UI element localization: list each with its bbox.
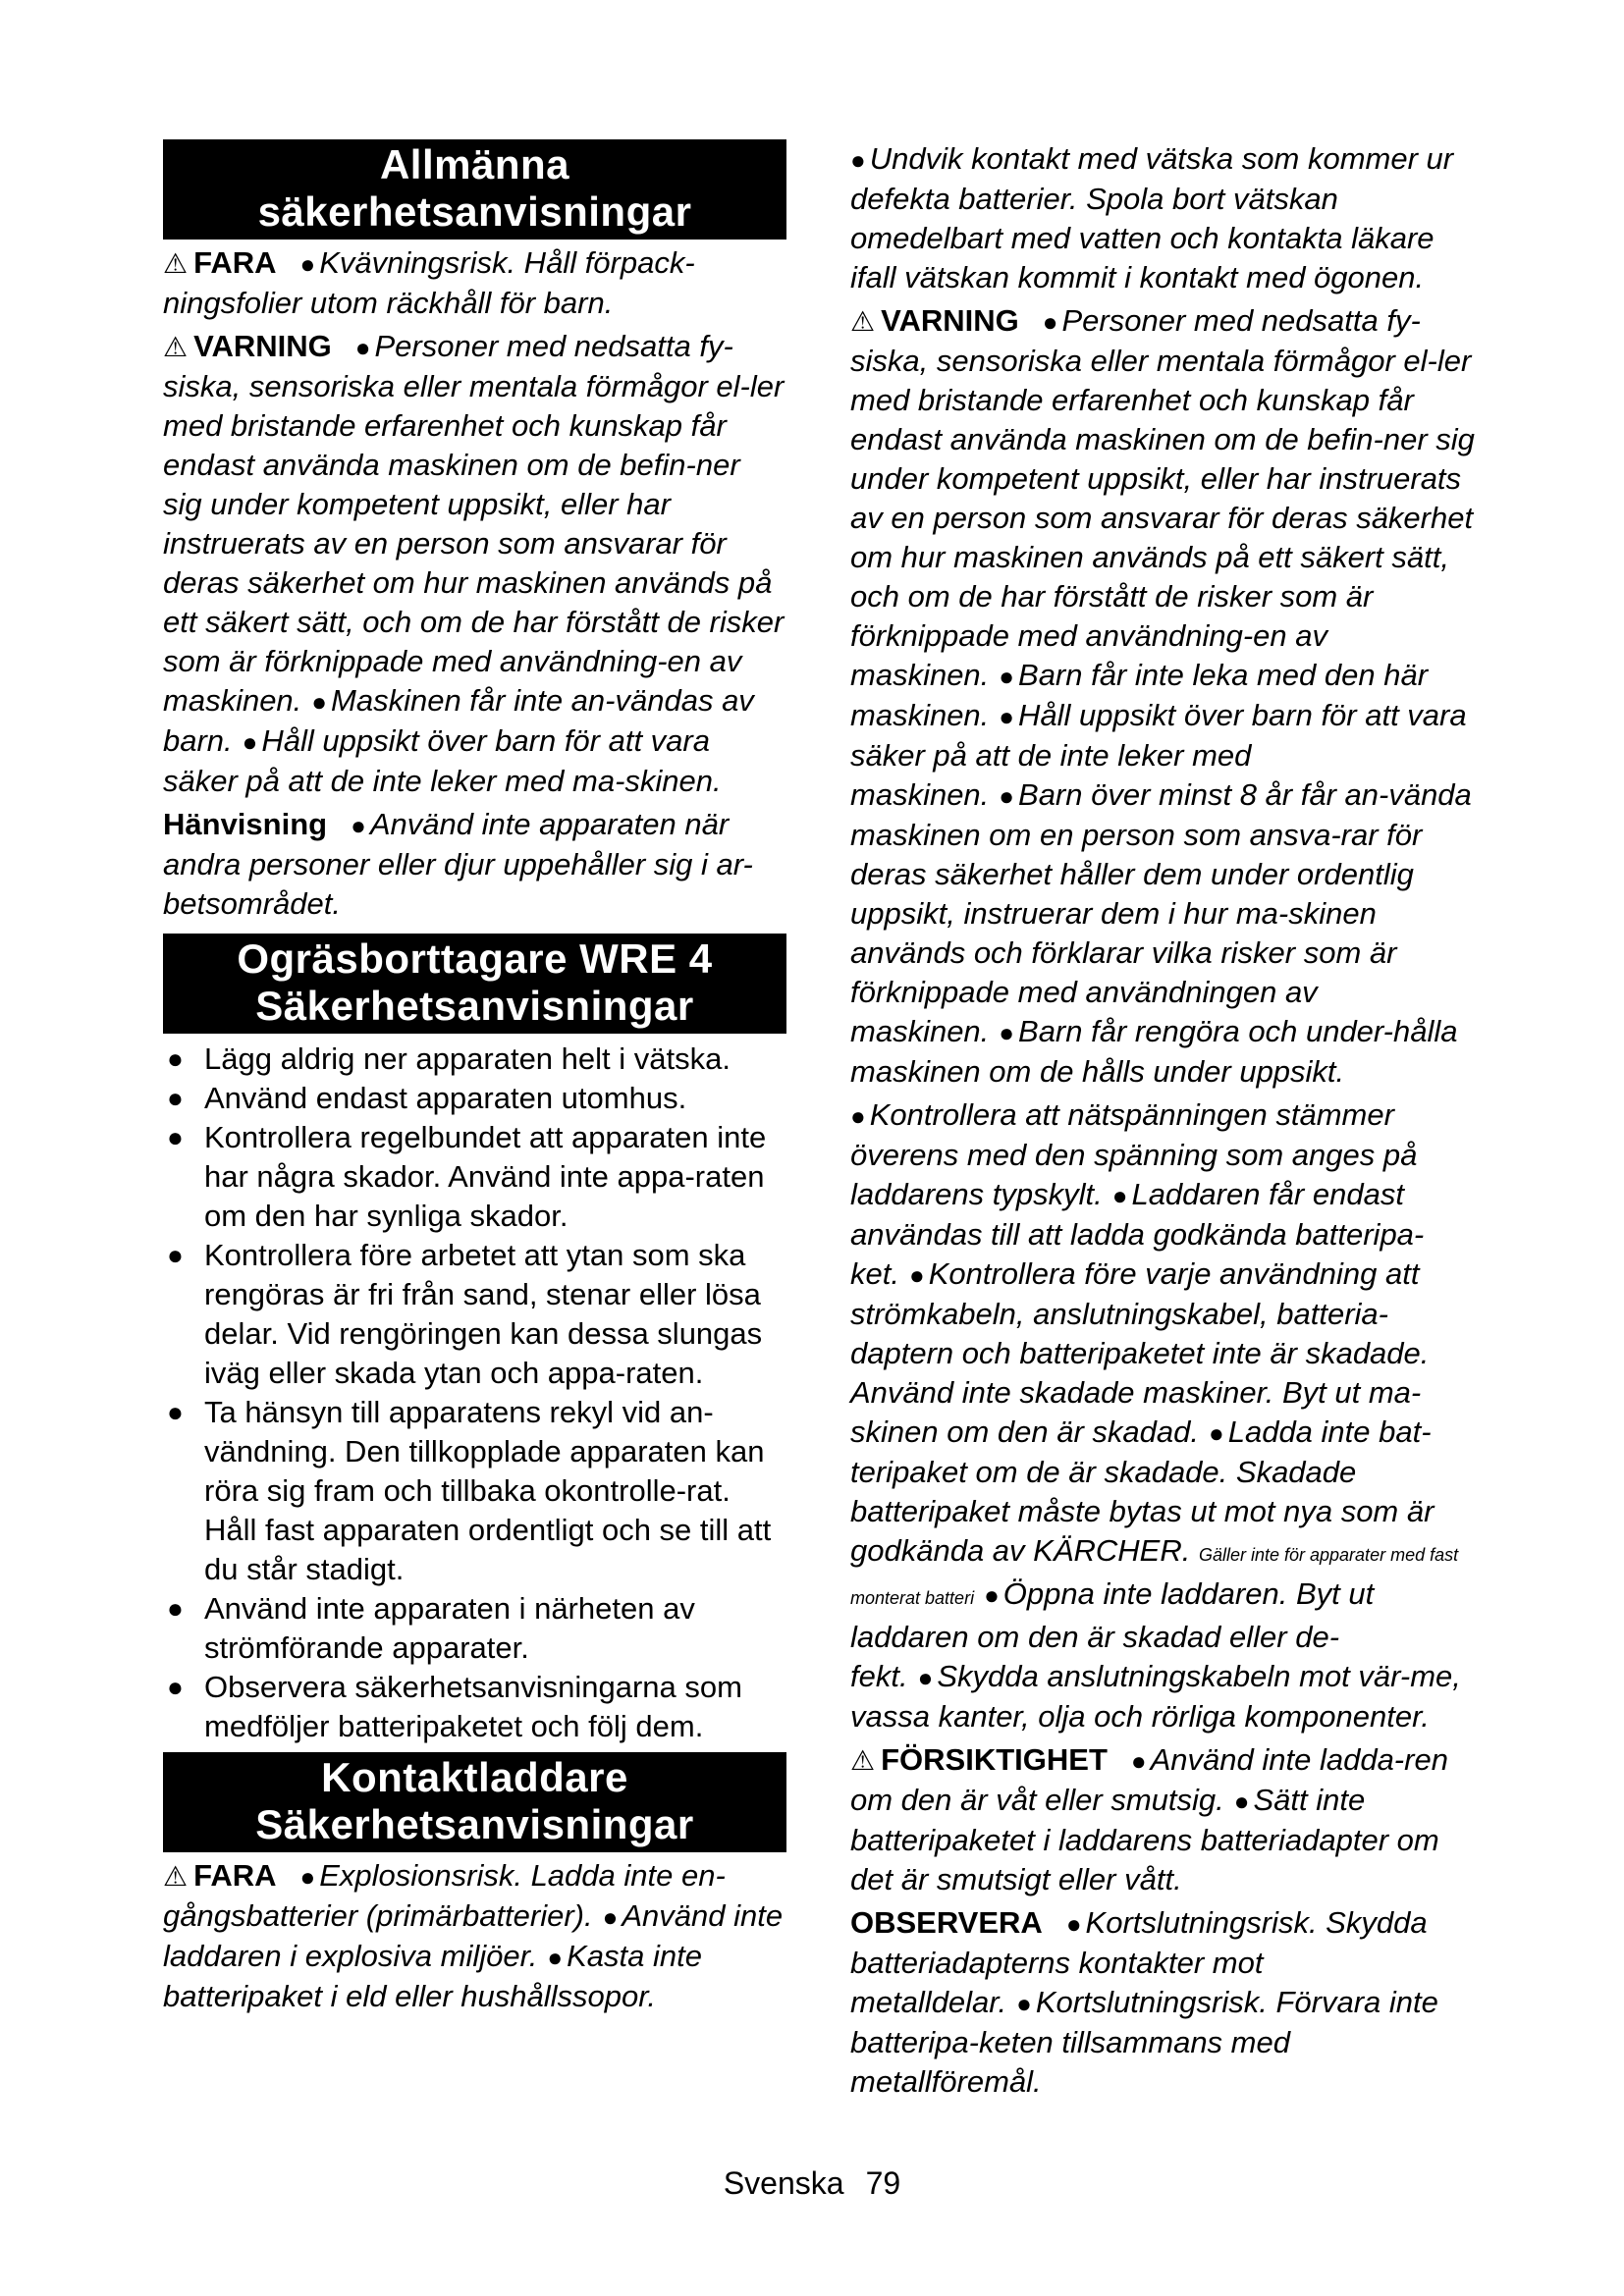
paragraph-text: Öppna inte laddaren. Byt ut laddaren om den är skadad eller de-fekt.: [850, 1576, 1375, 1693]
bullet-icon: ●: [167, 1043, 184, 1074]
varning-paragraph: [163, 327, 786, 801]
list-item-text: Kontrollera regelbundet att apparaten inte har några skador. Använd inte appa-raten om den har synliga skador.: [204, 1120, 767, 1233]
bullet-icon: ●: [984, 1580, 1000, 1610]
varning-label: VARNING: [881, 303, 1019, 338]
varning-text: Barn får inte leka med den här maskinen.: [850, 658, 1429, 732]
fara-text: Använd inte laddaren i explosiva miljöer.: [163, 1898, 784, 1973]
footer-language: Svenska: [723, 2165, 844, 2201]
observera-text: Kortslutningsrisk. Skydda batteriadapterns kontakter mot metalldelar.: [850, 1905, 1428, 2019]
bullet-icon: ●: [999, 702, 1015, 731]
list-item-text: Lägg aldrig ner apparaten helt i vätska.: [204, 1041, 731, 1076]
list-item: [163, 1236, 786, 1393]
bullet-icon: ●: [1016, 1989, 1032, 2018]
paragraph-text: Skydda anslutningskabeln mot vär-me, vassa kanter, olja och rörliga komponenter.: [850, 1659, 1461, 1734]
charger-checks-paragraph: [850, 1095, 1479, 1736]
varning-text: Maskinen får inte an-vändas av barn.: [163, 683, 754, 758]
header-line: Allmänna: [379, 141, 570, 187]
bullet-icon: ●: [167, 1672, 184, 1702]
list-item: [163, 1393, 786, 1589]
hanvisning-paragraph: [163, 805, 786, 924]
bullet-icon: ●: [311, 687, 328, 717]
bullet-icon: ●: [999, 781, 1015, 811]
bullet-icon: ●: [167, 1083, 184, 1113]
bullet-icon: ●: [850, 1101, 866, 1131]
list-item-text: Använd inte apparaten i närheten av strömförande apparater.: [204, 1591, 695, 1665]
list-item-text: Använd endast apparaten utomhus.: [204, 1081, 687, 1115]
list-item-text: Kontrollera före arbetet att ytan som ska rengöras är fri från sand, stenar eller lösa delar. Vid rengöringen kan dessa slungas iväg eller skada ytan och appa-raten.: [204, 1238, 763, 1390]
fara-text: Kvävningsrisk. Håll förpack-ningsfolier utom räckhåll för barn.: [163, 245, 695, 320]
observera-text: Kortslutningsrisk. Förvara inte batteripa-keten tillsammans med metallföremål.: [850, 1985, 1438, 2099]
list-item: [163, 1668, 786, 1746]
bullet-icon: ●: [547, 1943, 564, 1972]
varning-paragraph: [850, 301, 1479, 1092]
observera-paragraph: [850, 1903, 1479, 2102]
header-line: Kontaktladdare: [321, 1754, 628, 1800]
header-line: Ogräsborttagare WRE 4: [237, 935, 713, 982]
battery-liquid-paragraph: [850, 139, 1479, 297]
warning-triangle-icon: ⚠: [163, 248, 189, 279]
paragraph-text: Ladda inte bat-teripaket om de är skadade. Skadade batteripaket måste bytas ut mot nya som är godkända av KÄRCHER.: [850, 1415, 1435, 1568]
forsiktighet-text: Använd inte ladda-ren om den är våt eller smutsig.: [850, 1742, 1448, 1817]
varning-text: Barn över minst 8 år får an-vända maskinen om en person som ansva-rar för deras säkerhet håller dem under ordentlig uppsikt, instruerar dem i hur ma-skinen används och förklarar vilka risker som är förknippade med användningen av maskinen.: [850, 777, 1472, 1048]
fara-text: Explosionsrisk. Ladda inte en-gångsbatterier (primärbatterier).: [163, 1858, 726, 1933]
bullet-icon: ●: [354, 333, 371, 362]
bullet-icon: ●: [1065, 1909, 1082, 1939]
varning-text: Personer med nedsatta fy-siska, sensoriska eller mentala förmågor el-ler med bristande erfarenhet och kunskap får endast använda maskinen om de befin-ner sig under kompetent uppsikt, eller har instruerats av en person som ansvarar för deras säkerhet om hur maskinen används på ett säkert sätt, och om de har förstått de risker som är förknippade med användning-en av maskinen.: [163, 329, 785, 718]
warning-triangle-icon: ⚠: [850, 306, 876, 337]
page-footer: [0, 2165, 1624, 2202]
section-header-weed-remover: [163, 934, 786, 1034]
fara-paragraph: [163, 243, 786, 323]
bullet-icon: ●: [908, 1260, 925, 1290]
bullet-icon: ●: [299, 249, 316, 279]
bullet-icon: ●: [1111, 1181, 1128, 1210]
bullet-icon: ●: [167, 1397, 184, 1427]
section-header-charger: [163, 1752, 786, 1852]
warning-triangle-icon: ⚠: [163, 1861, 189, 1892]
bullet-icon: ●: [850, 145, 866, 175]
section-header-general-safety: [163, 139, 786, 240]
header-line: Säkerhetsanvisningar: [255, 1801, 694, 1847]
varning-text: Håll uppsikt över barn för att vara säker på att de inte leker med ma-skinen.: [163, 723, 722, 798]
bullet-icon: ●: [999, 1018, 1015, 1047]
list-item-text: Observera säkerhetsanvisningarna som medföljer batteripaketet och följ dem.: [204, 1670, 742, 1743]
list-item: [163, 1589, 786, 1668]
forsiktighet-text: Sätt inte batteripaketet i laddarens batteriadapter om det är smutsigt eller vått.: [850, 1783, 1439, 1896]
warning-triangle-icon: ⚠: [850, 1745, 876, 1776]
varning-text: Personer med nedsatta fy-siska, sensoriska eller mentala förmågor el-ler med bristande erfarenhet och kunskap får endast använda maskinen om de befin-ner sig under kompetent uppsikt, eller har instruerats av en person som ansvarar för deras säkerhet om hur maskinen används på ett säkert sätt, och om de har förstått de risker som är förknippade med användning-en av maskinen.: [850, 303, 1475, 692]
bullet-icon: ●: [299, 1862, 316, 1892]
fara-label: FARA: [193, 1858, 277, 1893]
bullet-icon: ●: [242, 727, 258, 757]
varning-text: Barn får rengöra och under-hålla maskinen om de hålls under uppsikt.: [850, 1014, 1458, 1089]
bullet-icon: ●: [167, 1593, 184, 1624]
forsiktighet-label: FÖRSIKTIGHET: [881, 1742, 1108, 1777]
bullet-icon: ●: [1209, 1418, 1224, 1448]
bullet-icon: ●: [917, 1663, 934, 1692]
list-item: [163, 1079, 786, 1118]
warning-triangle-icon: ⚠: [163, 332, 189, 362]
paragraph-text: Kontrollera före varje användning att strömkabeln, anslutningskabel, batteria-daptern och batteripaketet inte är skadade. Använd inte skadade maskiner. Byt ut ma-skinen om den är skadad.: [850, 1256, 1430, 1449]
page-number: 79: [865, 2165, 901, 2201]
left-column: [163, 139, 786, 2016]
right-column: [850, 139, 1479, 2102]
fara-label: FARA: [193, 245, 277, 280]
forsiktighet-paragraph: [850, 1740, 1479, 1899]
bullet-icon: ●: [1233, 1787, 1250, 1816]
paragraph-text: Kontrollera att nätspänningen stämmer överens med den spänning som anges på laddarens typskylt.: [850, 1097, 1418, 1211]
weed-remover-safety-list: [163, 1040, 786, 1746]
varning-label: VARNING: [193, 329, 332, 363]
list-item: [163, 1118, 786, 1236]
hanvisning-label: Hänvisning: [163, 807, 328, 841]
bullet-icon: ●: [167, 1240, 184, 1270]
paragraph-text: Undvik kontakt med vätska som kommer ur defekta batterier. Spola bort vätskan omedelbart med vatten och kontakta läkare ifall vätskan kommit i kontakt med ögonen.: [850, 141, 1454, 294]
list-item-text: Ta hänsyn till apparatens rekyl vid an-vändning. Den tillkopplade apparaten kan röra sig fram och tillbaka okontrolle-rat. Håll fast apparaten ordentligt och se till att du står stadigt.: [204, 1395, 772, 1586]
bullet-icon: ●: [602, 1902, 619, 1932]
varning-text: Håll uppsikt över barn för att vara säker på att de inte leker med maskinen.: [850, 698, 1467, 812]
paragraph-text: Laddaren får endast användas till att ladda godkända batteripa-ket.: [850, 1177, 1425, 1291]
bullet-icon: ●: [351, 811, 366, 840]
header-line: Säkerhetsanvisningar: [255, 983, 694, 1029]
bullet-icon: ●: [1130, 1746, 1147, 1776]
hanvisning-text: Använd inte apparaten när andra personer eller djur uppehåller sig i ar-betsområdet.: [163, 807, 753, 921]
footnote-text: Gäller inte för apparater med fast monterat batteri: [850, 1545, 1459, 1608]
list-item: [163, 1040, 786, 1079]
bullet-icon: ●: [1042, 307, 1058, 337]
fara2-paragraph: [163, 1856, 786, 2016]
header-line: säkerhetsanvisningar: [257, 188, 692, 235]
observera-label: OBSERVERA: [850, 1905, 1043, 1940]
bullet-icon: ●: [999, 662, 1015, 691]
fara-text: Kasta inte batteripaket i eld eller hushållssopor.: [163, 1939, 702, 2013]
bullet-icon: ●: [167, 1122, 184, 1152]
